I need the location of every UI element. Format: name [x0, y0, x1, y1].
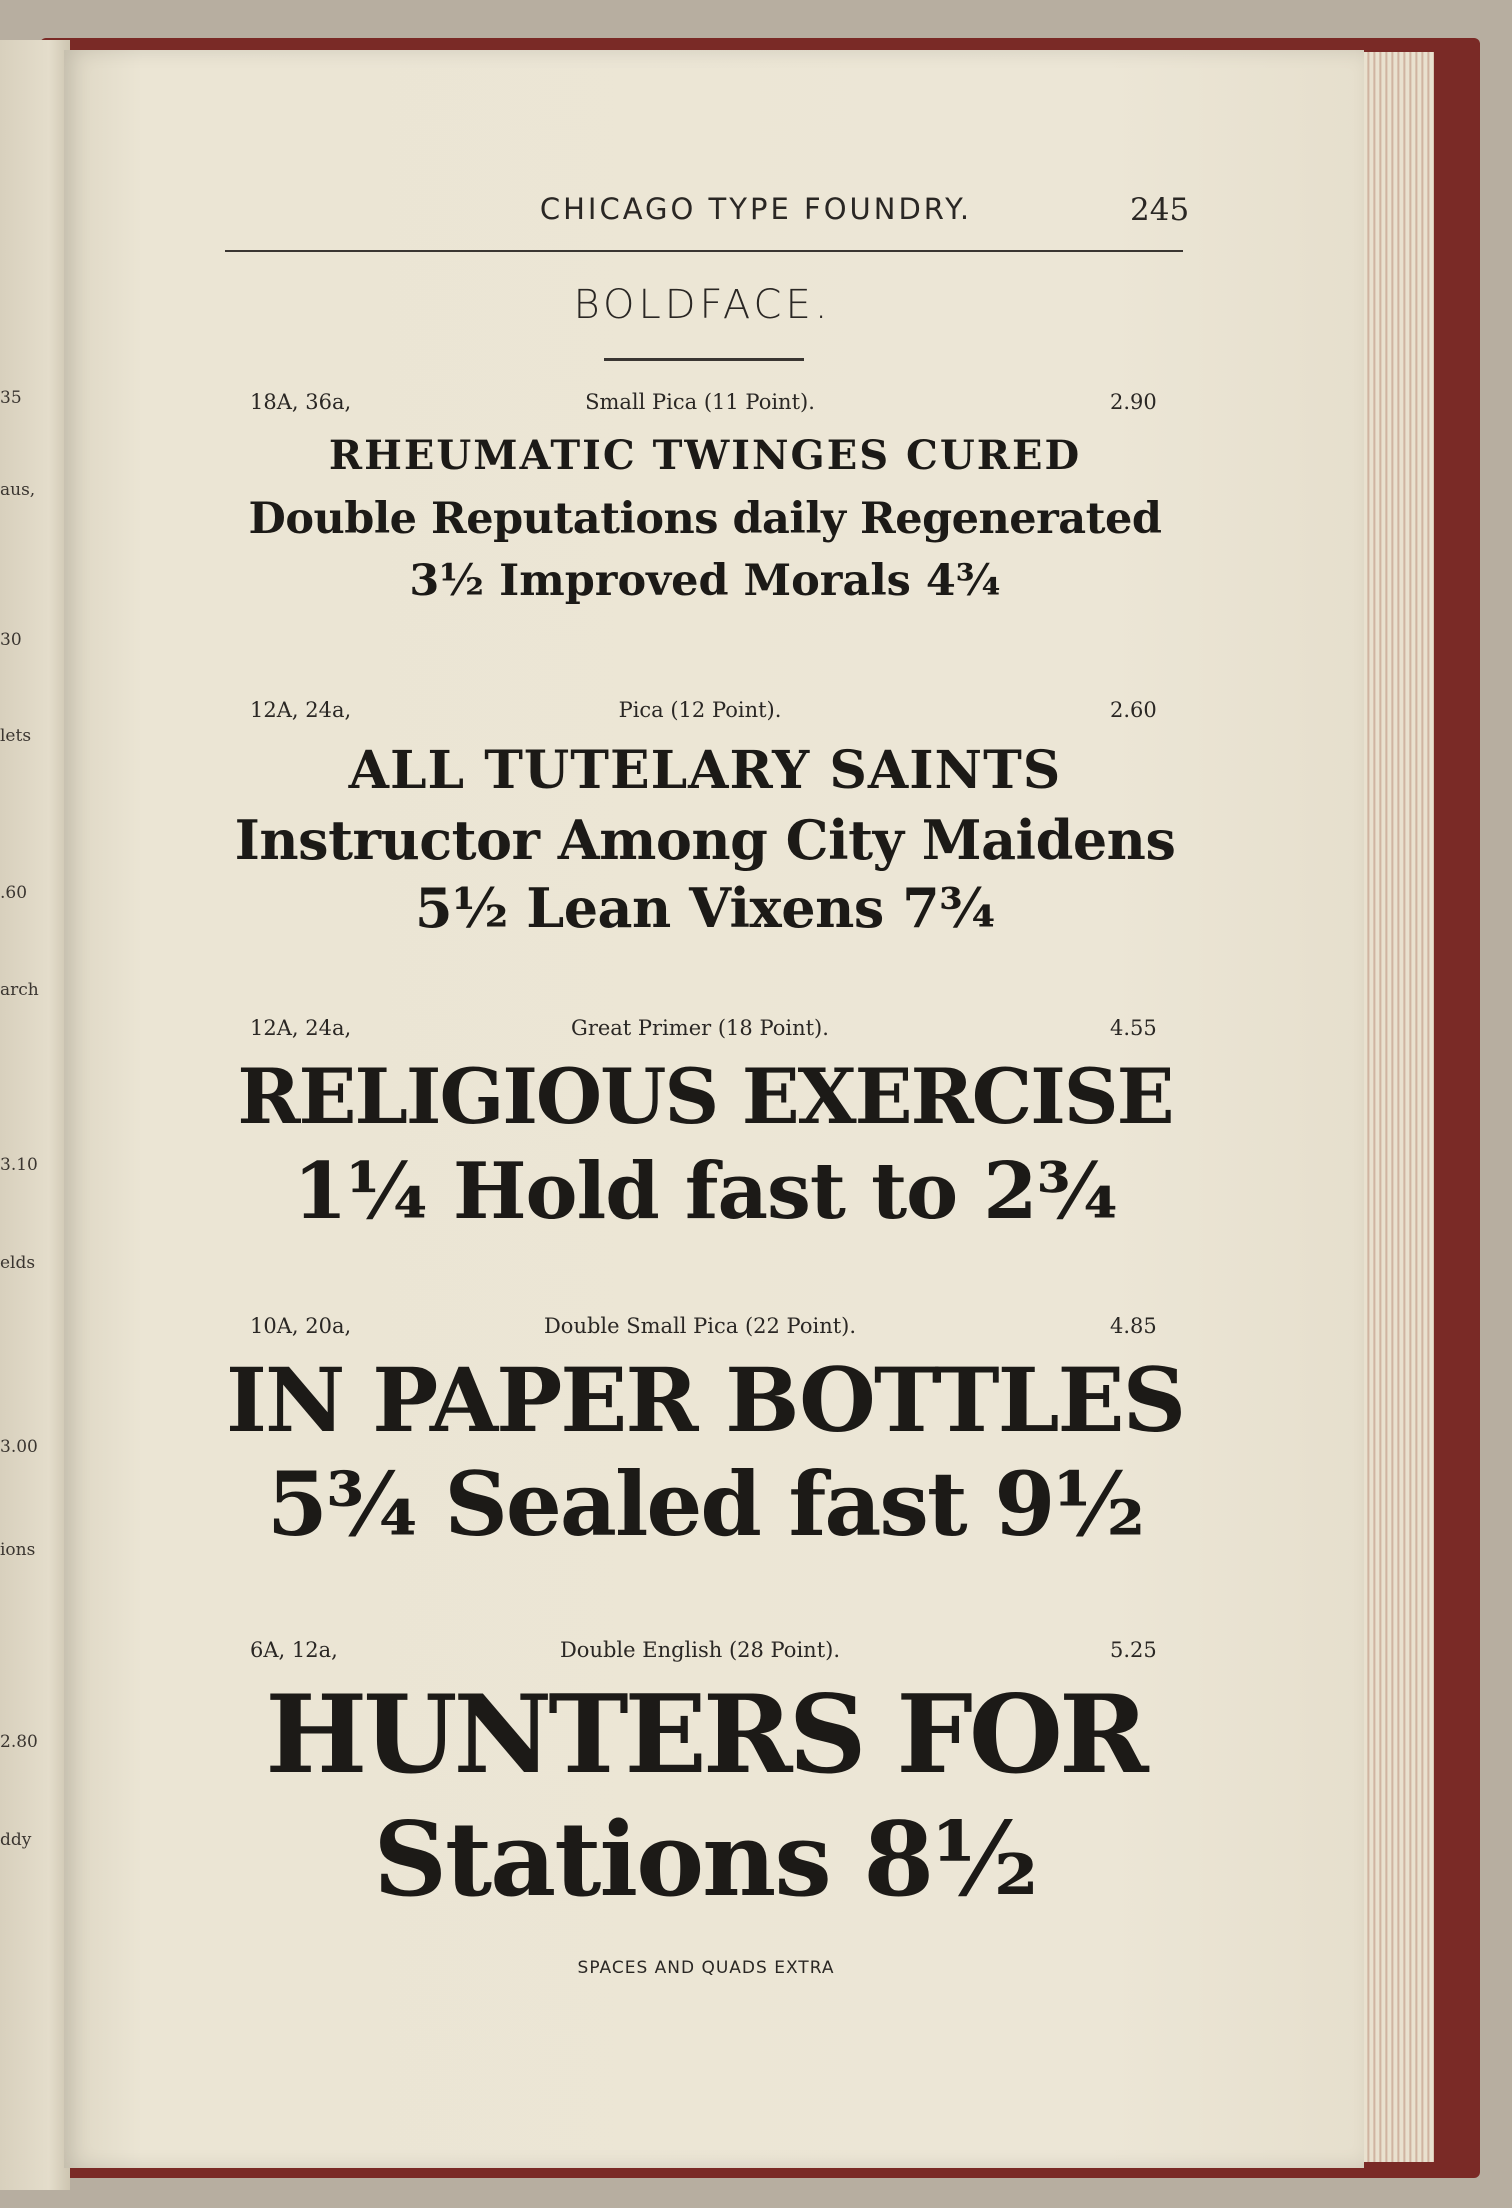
- footer-note: SPACES AND QUADS EXTRA: [577, 1958, 835, 1978]
- prev-page-fragment: arch: [0, 980, 39, 1000]
- prev-page-fragment: 3.10: [0, 1155, 38, 1175]
- specimen-price: 4.55: [1110, 1016, 1157, 1040]
- prev-page-fragment: elds: [0, 1253, 36, 1273]
- prev-page-fragment: lets: [0, 726, 32, 746]
- running-head: CHICAGO TYPE FOUNDRY.: [539, 192, 973, 226]
- prev-page-fragment: aus,: [0, 480, 36, 500]
- specimen-line: RELIGIOUS EXERCISE: [237, 1052, 1173, 1141]
- prev-page-fragment: 3.00: [0, 1437, 38, 1457]
- prev-page-fragment: .60: [0, 883, 28, 903]
- specimen-quantity: 12A, 24a,: [250, 698, 352, 722]
- specimen-quantity: 10A, 20a,: [250, 1314, 352, 1338]
- specimen-line: Stations 8½: [373, 1800, 1037, 1920]
- specimen-line: 3½ Improved Morals 4¾: [409, 556, 1001, 606]
- specimen-size: Double English (28 Point).: [559, 1638, 841, 1662]
- page-stack-edge: [1364, 52, 1434, 2162]
- specimen-line: IN PAPER BOTTLES: [225, 1348, 1185, 1452]
- prev-page-fragment: ions: [0, 1540, 36, 1560]
- specimen-quantity: 18A, 36a,: [250, 390, 352, 414]
- prev-page-fragment: ddy: [0, 1830, 32, 1850]
- prev-page-fragment: 30: [0, 630, 22, 650]
- specimen-size: Great Primer (18 Point).: [571, 1016, 829, 1040]
- specimen-quantity: 6A, 12a,: [250, 1638, 338, 1662]
- section-rule: [604, 358, 804, 361]
- header-rule: [225, 250, 1183, 252]
- specimen-price: 2.90: [1110, 390, 1157, 414]
- specimen-line: RHEUMATIC TWINGES CURED: [328, 432, 1082, 479]
- section-title: BOLDFACE.: [573, 282, 832, 328]
- specimen-line: HUNTERS FOR: [265, 1672, 1145, 1798]
- page-number: 245: [1130, 192, 1190, 228]
- specimen-line: ALL TUTELARY SAINTS: [348, 740, 1062, 801]
- specimen-line: Double Reputations daily Regenerated: [248, 494, 1162, 544]
- prev-page-fragment: 2.80: [0, 1732, 38, 1752]
- specimen-line: 1¼ Hold fast to 2¾: [293, 1146, 1117, 1237]
- specimen-size: Double Small Pica (22 Point).: [543, 1314, 857, 1338]
- specimen-price: 4.85: [1110, 1314, 1157, 1338]
- specimen-line: 5¾ Sealed fast 9½: [266, 1452, 1144, 1556]
- specimen-line: Instructor Among City Maidens: [234, 808, 1176, 872]
- previous-page-edge: [0, 40, 70, 2190]
- specimen-quantity: 12A, 24a,: [250, 1016, 352, 1040]
- specimen-line: 5½ Lean Vixens 7¾: [415, 876, 995, 940]
- specimen-size: Small Pica (11 Point).: [585, 390, 815, 414]
- specimen-price: 2.60: [1110, 698, 1157, 722]
- specimen-size: Pica (12 Point).: [618, 698, 782, 722]
- prev-page-fragment: 35: [0, 388, 22, 408]
- specimen-price: 5.25: [1110, 1638, 1157, 1662]
